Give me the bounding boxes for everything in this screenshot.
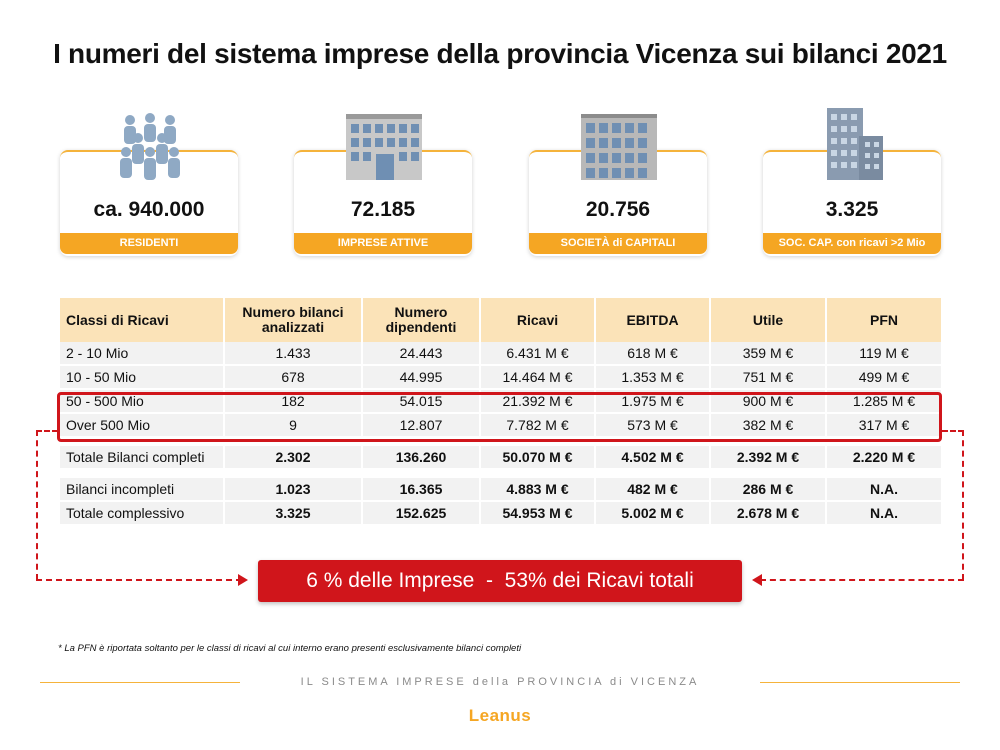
table-cell: 16.365 xyxy=(363,478,481,502)
stat-value: ca. 940.000 xyxy=(93,198,205,221)
column-header: Utile xyxy=(711,298,827,342)
stat-value: 72.185 xyxy=(350,198,416,221)
table-cell: Over 500 Mio xyxy=(60,414,225,438)
stat-card-soc-cap-ricavi xyxy=(763,150,941,256)
table-cell: 10 - 50 Mio xyxy=(60,366,225,390)
column-header: Classi di Ricavi xyxy=(60,298,225,342)
office-building-icon xyxy=(344,110,424,182)
table-cell: 618 M € xyxy=(596,342,711,366)
table-cell: 182 xyxy=(225,390,363,414)
table-cell: N.A. xyxy=(827,478,943,502)
table-total-row xyxy=(60,502,943,526)
table-cell: 119 M € xyxy=(827,342,943,366)
table-cell: Totale complessivo xyxy=(60,502,225,526)
stat-label: IMPRESE ATTIVE xyxy=(294,233,472,254)
table-cell: 573 M € xyxy=(596,414,711,438)
table-cell: 2.220 M € xyxy=(827,446,943,470)
table-cell: 317 M € xyxy=(827,414,943,438)
footnote: * La PFN è riportata soltanto per le classi di ricavi al cui interno erano presenti esclusivamente bilanci completi xyxy=(58,643,522,654)
table-cell: 2.678 M € xyxy=(711,502,827,526)
table-cell: 12.807 xyxy=(363,414,481,438)
table-cell: 4.502 M € xyxy=(596,446,711,470)
arrow-left-icon xyxy=(752,574,762,586)
column-header: PFN xyxy=(827,298,943,342)
table-cell: 1.975 M € xyxy=(596,390,711,414)
stat-label: RESIDENTI xyxy=(60,233,238,254)
table-cell: 1.433 xyxy=(225,342,363,366)
people-icon xyxy=(118,112,182,184)
table-header-row xyxy=(60,298,943,342)
stat-card-imprese-attive xyxy=(294,150,472,256)
table-spacer xyxy=(60,470,943,478)
company-building-icon xyxy=(579,110,659,182)
table-row xyxy=(60,366,943,390)
dashed-connector-left xyxy=(36,430,58,580)
stat-label: SOC. CAP. con ricavi >2 Mio xyxy=(763,233,941,254)
column-header: Numero bilanci analizzati xyxy=(225,298,363,342)
column-header: EBITDA xyxy=(596,298,711,342)
stat-value: 20.756 xyxy=(585,198,651,221)
table-cell: Totale Bilanci completi xyxy=(60,446,225,470)
highlight-banner: 6 % delle Imprese - 53% dei Ricavi totali xyxy=(258,560,742,602)
table-total-row xyxy=(60,446,943,470)
footer-text: IL SISTEMA IMPRESE della PROVINCIA di VICENZA xyxy=(300,676,700,688)
table-cell: 24.443 xyxy=(363,342,481,366)
table-cell: 499 M € xyxy=(827,366,943,390)
table-cell: 1.353 M € xyxy=(596,366,711,390)
table-cell: 50.070 M € xyxy=(481,446,596,470)
table-cell: 678 xyxy=(225,366,363,390)
table-cell: 286 M € xyxy=(711,478,827,502)
table-cell: 3.325 xyxy=(225,502,363,526)
table-cell: 152.625 xyxy=(363,502,481,526)
stat-card-societa-capitali xyxy=(529,150,707,256)
leanus-logo: Leanus xyxy=(468,706,532,725)
table-total-row xyxy=(60,478,943,502)
highlight-frame xyxy=(57,392,942,442)
table-cell: 5.002 M € xyxy=(596,502,711,526)
table-cell: 136.260 xyxy=(363,446,481,470)
table-cell: 44.995 xyxy=(363,366,481,390)
table-cell: 900 M € xyxy=(711,390,827,414)
table-cell: 54.953 M € xyxy=(481,502,596,526)
table-cell: 359 M € xyxy=(711,342,827,366)
table-cell: 7.782 M € xyxy=(481,414,596,438)
table-cell: 14.464 M € xyxy=(481,366,596,390)
table-cell: 9 xyxy=(225,414,363,438)
table-cell: 54.015 xyxy=(363,390,481,414)
table-cell: 2.392 M € xyxy=(711,446,827,470)
table-cell: 2 - 10 Mio xyxy=(60,342,225,366)
table-cell: Bilanci incompleti xyxy=(60,478,225,502)
table-cell: 751 M € xyxy=(711,366,827,390)
table-cell: 6.431 M € xyxy=(481,342,596,366)
dashed-connector-right xyxy=(942,430,964,580)
stat-card-residenti xyxy=(60,150,238,256)
table-cell: 482 M € xyxy=(596,478,711,502)
table-cell: 50 - 500 Mio xyxy=(60,390,225,414)
dashed-connector-left-bottom xyxy=(36,579,242,581)
stat-label: SOCIETÀ di CAPITALI xyxy=(529,233,707,254)
column-header: Ricavi xyxy=(481,298,596,342)
skyscraper-icon xyxy=(823,106,887,182)
stat-value: 3.325 xyxy=(825,198,879,221)
footer-divider-left xyxy=(40,682,240,683)
table-cell: 382 M € xyxy=(711,414,827,438)
table-cell: 21.392 M € xyxy=(481,390,596,414)
table-cell: N.A. xyxy=(827,502,943,526)
footer-divider-right xyxy=(760,682,960,683)
table-cell: 1.023 xyxy=(225,478,363,502)
dashed-connector-right-bottom xyxy=(760,579,964,581)
table-cell: 4.883 M € xyxy=(481,478,596,502)
table-row xyxy=(60,342,943,366)
column-header: Numero dipendenti xyxy=(363,298,481,342)
table-cell: 2.302 xyxy=(225,446,363,470)
arrow-right-icon xyxy=(238,574,248,586)
table-cell: 1.285 M € xyxy=(827,390,943,414)
page-title: I numeri del sistema imprese della provincia Vicenza sui bilanci 2021 xyxy=(53,38,947,69)
